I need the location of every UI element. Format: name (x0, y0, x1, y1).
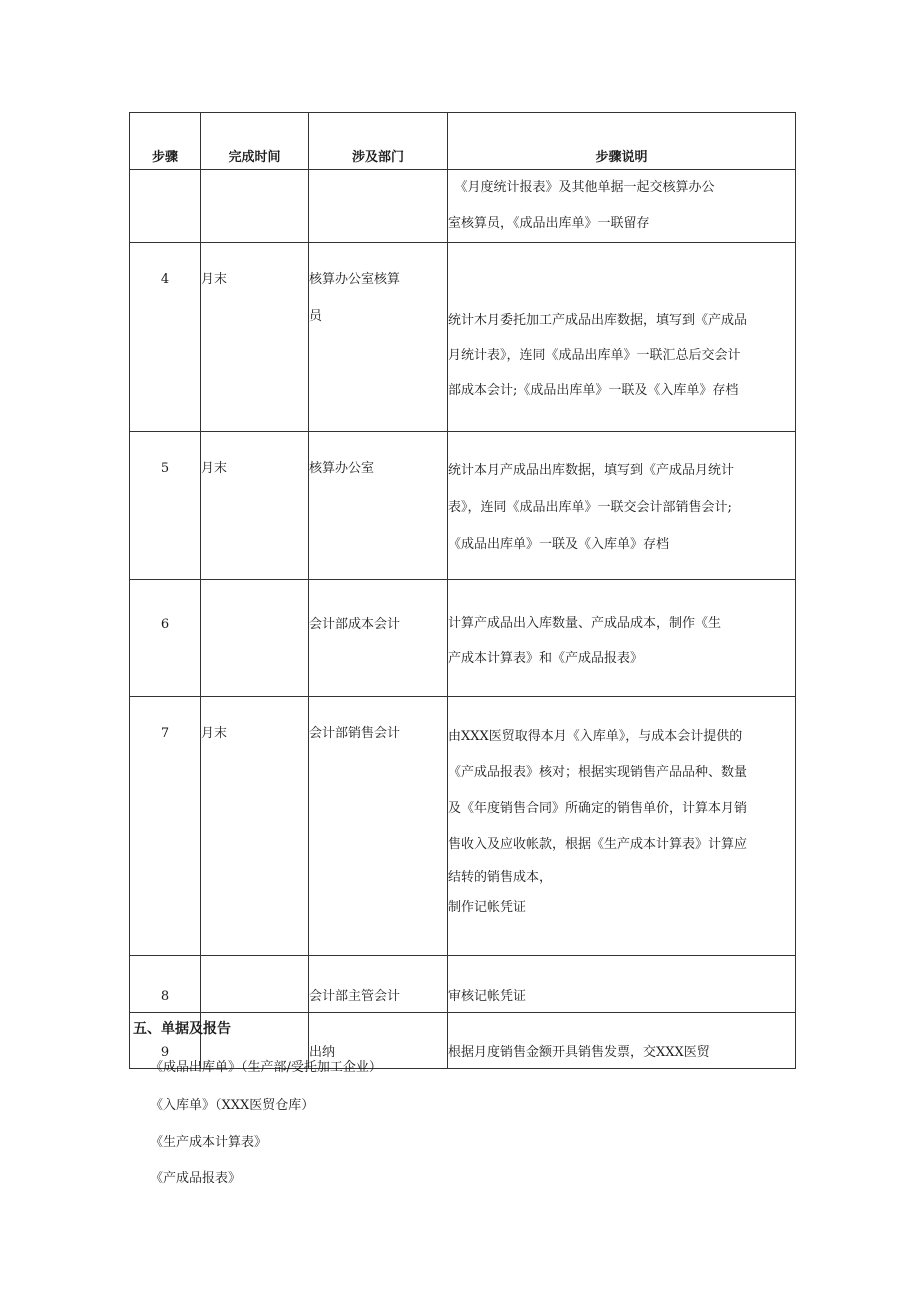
desc-cell (448, 243, 796, 432)
desc-line: 计算产成品出入库数量、产成品成本，制作《生 (448, 616, 722, 631)
step-cell (130, 170, 201, 243)
dept-line: 会计部销售会计 (309, 726, 401, 741)
desc-line: 审核记帐凭证 (448, 989, 527, 1004)
header-time: 完成时间 (201, 113, 309, 170)
desc-line: 月统计表》，连同《成品出库单》一联汇总后交会计 (448, 348, 741, 363)
desc-line: 产成本计算表》和《产成品报表》 (448, 651, 644, 666)
step-cell: 6 (130, 580, 201, 697)
table-row (130, 432, 796, 580)
desc-cell (448, 170, 796, 243)
desc-line: 《成品出库单》一联及《入库单》存档 (448, 537, 670, 552)
step-cell: 4 (130, 243, 201, 432)
header-step: 步骤 (130, 113, 201, 170)
dept-line: 员 (309, 309, 323, 324)
dept-cell (309, 432, 448, 580)
desc-line: 《产成品报表》核对；根据实现销售产品品种、数量 (448, 765, 748, 780)
desc-line: 及《年度销售合同》所确定的销售单价，计算本月销 (448, 801, 748, 816)
time-cell: 月末 (201, 432, 309, 580)
desc-line: 表》，连同《成品出库单》一联交会计部销售会计; (448, 500, 732, 515)
desc-line: 室核算员，《成品出库单》一联留存 (448, 216, 650, 231)
table-row (130, 580, 796, 697)
desc-line: 部成本会计;《成品出库单》一联及《入库单》存档 (448, 383, 739, 398)
time-cell (201, 956, 309, 1013)
desc-line: 《月度统计报表》及其他单据一起交核算办公 (448, 180, 715, 195)
dept-line: 会计部成本会计 (309, 617, 401, 632)
header-desc: 步骤说明 (448, 113, 796, 170)
time-cell: 月末 (201, 243, 309, 432)
dept-line: 出纳 (309, 1045, 336, 1060)
desc-line: 统计本月产成品出库数据，填写到《产成品月统计 (448, 463, 735, 478)
step-cell: 8 (130, 956, 201, 1013)
dept-line: 核算办公室 (309, 461, 375, 476)
desc-line: 根据月度销售金额开具销售发票，交XXX医贸 (448, 1045, 710, 1060)
dept-line: 会计部主管会计 (309, 989, 401, 1004)
desc-line: 结转的销售成本， (448, 870, 553, 885)
step-cell: 9 (130, 1013, 201, 1069)
desc-line (448, 268, 795, 303)
table-row (130, 243, 796, 432)
dept-cell (309, 243, 448, 432)
table-row (130, 170, 796, 243)
dept-cell (309, 580, 448, 697)
desc-line: 由XXX医贸取得本月《入库单》，与成本会计提供的 (448, 729, 743, 744)
step-cell: 5 (130, 432, 201, 580)
section-title: 五、单据及报告 (133, 1021, 231, 1037)
document-list-item: 《入库单》（XXX医贸仓库） (150, 1098, 315, 1113)
steps-table (129, 112, 796, 1069)
time-cell (201, 580, 309, 697)
desc-cell (448, 956, 796, 1013)
dept-cell (309, 956, 448, 1013)
time-cell: 月末 (201, 697, 309, 956)
desc-cell (448, 697, 796, 956)
document-list-item: 《生产成本计算表》 (150, 1135, 268, 1150)
table-row (130, 697, 796, 956)
desc-line: 制作记帐凭证 (448, 900, 527, 915)
document-list-item: 《产成品报表》 (150, 1171, 242, 1186)
table-row (130, 956, 796, 1013)
step-cell: 7 (130, 697, 201, 956)
desc-cell (448, 432, 796, 580)
time-cell (201, 170, 309, 243)
table-header-row (130, 113, 796, 170)
dept-cell (309, 697, 448, 956)
desc-cell (448, 580, 796, 697)
desc-line: 售收入及应收帐款，根据《生产成本计算表》计算应 (448, 837, 748, 852)
document-list-item: 《成品出库单》（生产部/受托加工企业） (150, 1060, 382, 1075)
dept-line: 核算办公室核算 (309, 272, 401, 287)
desc-line: 统计木月委托加工产成品出库数据，填写到《产成品 (448, 313, 748, 328)
header-dept: 涉及部门 (309, 113, 448, 170)
desc-cell (448, 1013, 796, 1069)
dept-cell (309, 170, 448, 243)
